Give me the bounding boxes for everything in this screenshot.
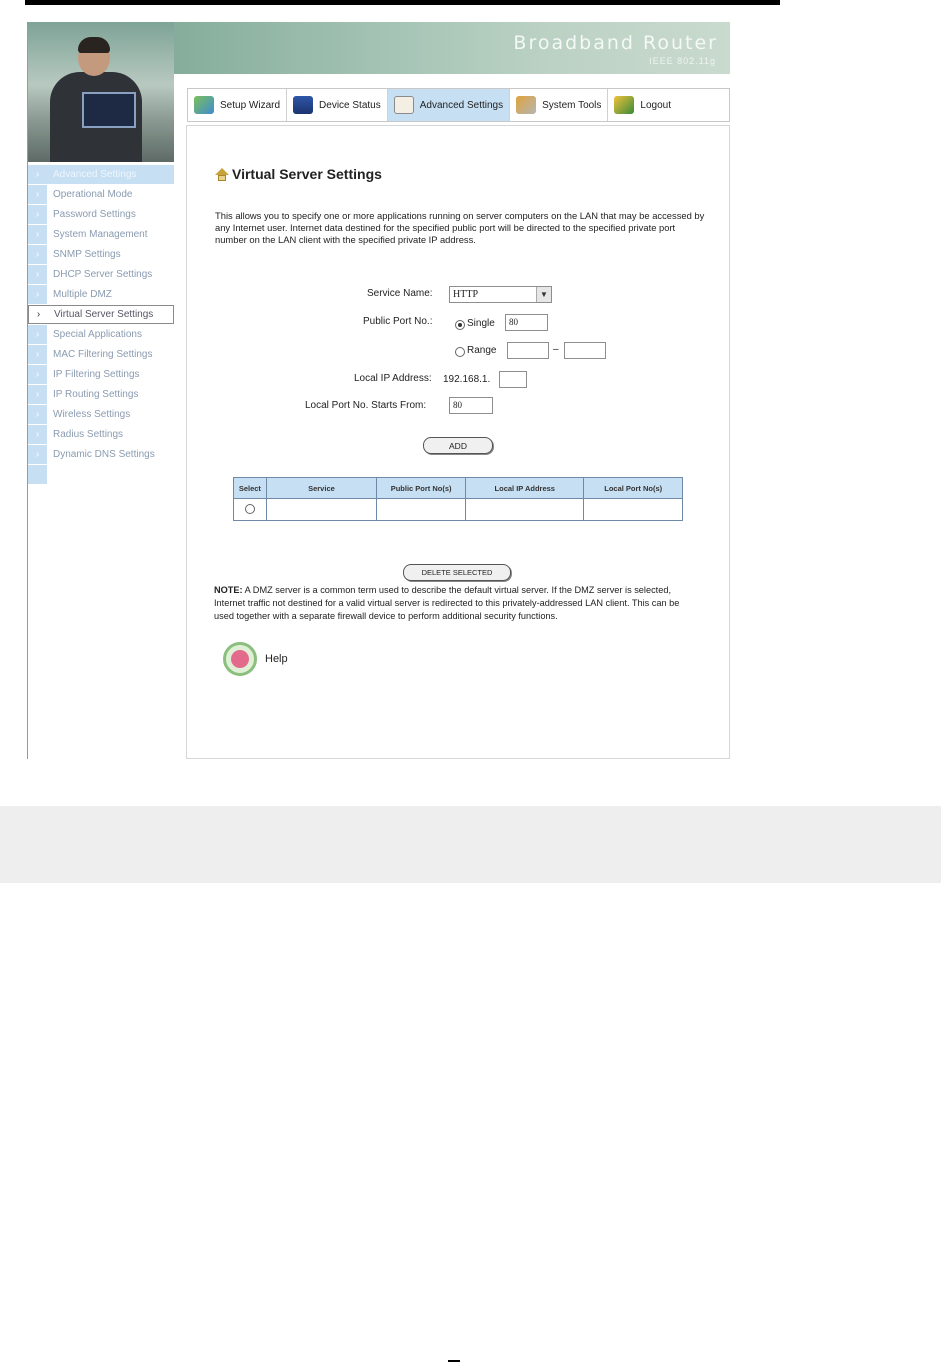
public-port-label: Public Port No.:: [363, 316, 433, 327]
monitor-icon: [293, 96, 313, 114]
range-start-input[interactable]: [507, 342, 549, 359]
public-port-single-input[interactable]: 80: [505, 314, 548, 331]
help-link[interactable]: Help: [223, 642, 288, 676]
main-tabs: [187, 88, 730, 122]
virtual-server-table: [233, 477, 683, 521]
wizard-icon: [194, 96, 214, 114]
local-port-input[interactable]: 80: [449, 397, 493, 414]
top-rule: [25, 0, 780, 5]
chevron-right-icon: ›: [28, 225, 47, 244]
sidebar-footer: [28, 465, 174, 484]
chevron-right-icon: ›: [28, 265, 47, 284]
page-title: Virtual Server Settings: [215, 166, 382, 182]
banner-photo: [28, 22, 174, 162]
sidebar-item-operational-mode[interactable]: › Operational Mode: [28, 185, 174, 204]
column-header-service: Service: [266, 478, 376, 499]
public-port-range-radio[interactable]: [455, 347, 465, 357]
sidebar-item-multiple-dmz[interactable]: › Multiple DMZ: [28, 285, 174, 304]
chevron-down-icon: ▼: [536, 287, 551, 302]
home-icon: [215, 168, 229, 181]
service-name-label: Service Name:: [367, 288, 433, 299]
row-select-radio[interactable]: [245, 504, 255, 514]
chevron-right-icon: ›: [28, 425, 47, 444]
chevron-right-icon: ›: [28, 365, 47, 384]
public-port-single-radio[interactable]: [455, 320, 465, 330]
sidebar-item-snmp-settings[interactable]: › SNMP Settings: [28, 245, 174, 264]
column-header-local-ip: Local IP Address: [466, 478, 584, 499]
footer-mark: [448, 1360, 460, 1362]
local-port-label: Local Port No. Starts From:: [305, 400, 427, 411]
add-button[interactable]: ADD: [423, 437, 493, 454]
sidebar-item-dynamic-dns-settings[interactable]: › Dynamic DNS Settings: [28, 445, 174, 464]
chevron-right-icon: ›: [28, 285, 47, 304]
column-header-select: Select: [234, 478, 267, 499]
range-end-input[interactable]: [564, 342, 606, 359]
sidebar-item-mac-filtering-settings[interactable]: › MAC Filtering Settings: [28, 345, 174, 364]
sidebar-item-radius-settings[interactable]: › Radius Settings: [28, 425, 174, 444]
chevron-right-icon: ›: [28, 345, 47, 364]
local-ip-prefix: 192.168.1.: [443, 374, 491, 385]
chevron-right-icon: ›: [28, 165, 47, 184]
logout-icon: [614, 96, 634, 114]
sidebar-item-special-applications[interactable]: › Special Applications: [28, 325, 174, 344]
router-admin-window: [27, 22, 730, 759]
range-label: Range: [467, 345, 497, 356]
sidebar-item-dhcp-server-settings[interactable]: › DHCP Server Settings: [28, 265, 174, 284]
sidebar: [28, 165, 174, 485]
chevron-right-icon: ›: [28, 405, 47, 424]
table-row: [234, 499, 683, 521]
local-ip-input[interactable]: [499, 371, 527, 388]
sidebar-item-ip-filtering-settings[interactable]: › IP Filtering Settings: [28, 365, 174, 384]
sidebar-header: › Advanced Settings: [28, 165, 174, 184]
sidebar-item-virtual-server-settings[interactable]: › Virtual Server Settings: [28, 305, 174, 324]
help-icon: [223, 642, 257, 676]
chevron-right-icon: ›: [28, 445, 47, 464]
settings-icon: [394, 96, 414, 114]
page-description: This allows you to specify one or more applications running on server computers on the LAN that may be accessed by any Internet user. Internet data destined for the specified public port will be directed to the specified private port number on the LAN client with the specified private IP address.: [215, 210, 705, 245]
column-header-local-port: Local Port No(s): [584, 478, 683, 499]
single-label: Single: [467, 318, 495, 329]
tools-icon: [516, 96, 536, 114]
chevron-right-icon: ›: [28, 385, 47, 404]
banner-subtitle: IEEE 802.11g: [649, 56, 716, 66]
tab-logout[interactable]: Logout: [608, 89, 677, 121]
banner-title: Broadband Router: [513, 32, 718, 54]
tab-system-tools[interactable]: System Tools: [510, 89, 608, 121]
service-name-select[interactable]: HTTP ▼: [449, 286, 552, 303]
local-ip-label: Local IP Address:: [354, 373, 432, 384]
sidebar-item-password-settings[interactable]: › Password Settings: [28, 205, 174, 224]
chevron-right-icon: ›: [28, 185, 47, 204]
chevron-right-icon: ›: [28, 245, 47, 264]
tab-device-status[interactable]: Device Status: [287, 89, 388, 121]
chevron-right-icon: ›: [28, 325, 47, 344]
gray-band: [0, 806, 941, 883]
content-panel: [186, 125, 730, 759]
sidebar-item-system-management[interactable]: › System Management: [28, 225, 174, 244]
delete-selected-button[interactable]: DELETE SELECTED: [403, 564, 511, 581]
chevron-right-icon: ›: [29, 306, 48, 323]
sidebar-item-wireless-settings[interactable]: › Wireless Settings: [28, 405, 174, 424]
chevron-right-icon: ›: [28, 205, 47, 224]
tab-setup-wizard[interactable]: Setup Wizard: [188, 89, 287, 121]
column-header-public-port: Public Port No(s): [377, 478, 466, 499]
note-text: NOTE: A DMZ server is a common term used to describe the default virtual server. If the DMZ server is selected, Internet traffic not destined for a valid virtual server is redirected to this privately-addressed LAN client. This can be used together with a separate firewall device to perform additional security functions.: [214, 585, 680, 621]
tab-advanced-settings[interactable]: Advanced Settings: [388, 89, 510, 121]
range-dash: –: [553, 344, 559, 355]
sidebar-item-ip-routing-settings[interactable]: › IP Routing Settings: [28, 385, 174, 404]
